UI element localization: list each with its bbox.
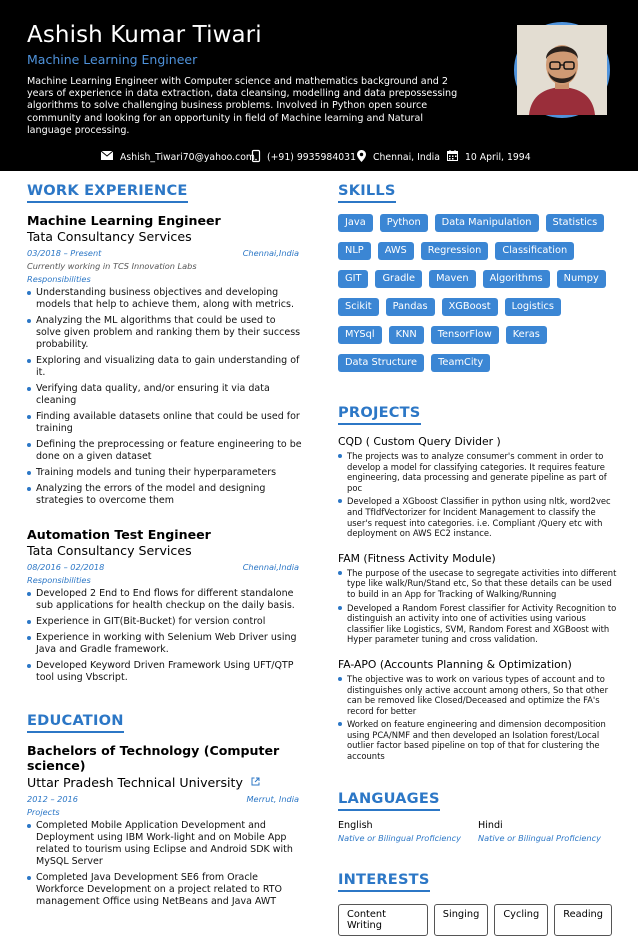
language-level: Native or Bilingual Proficiency — [338, 832, 461, 843]
job-location: Chennai,India — [242, 562, 299, 572]
interest-tag: Reading — [554, 904, 612, 936]
list-item: Training models and tuning their hyperparameters — [27, 467, 302, 479]
contact-location — [357, 150, 440, 164]
projects-label: Projects — [27, 807, 60, 817]
responsibilities-list — [27, 287, 302, 507]
skill-tag: KNN — [389, 326, 424, 344]
languages-title: LANGUAGES — [338, 790, 440, 811]
skill-tag: Logistics — [505, 298, 561, 316]
project-title: FA-APO (Accounts Planning & Optimization) — [338, 657, 572, 671]
location-pin-icon — [357, 150, 366, 165]
skill-tag: Numpy — [557, 270, 606, 288]
skill-tag: Algorithms — [483, 270, 550, 288]
languages-list — [338, 820, 618, 843]
skill-tag: Classification — [495, 242, 574, 260]
profile-summary: Machine Learning Engineer with Computer science and mathematics background and 2 years of experience in data extraction, data cleansing, modelling and data prepossessing algorithms to solve challenging business problems. Involved in Python open source community and looking for an opportunity in field of Machine learning and Natural language processing. — [27, 76, 458, 136]
phone-icon — [252, 150, 260, 165]
project-title: FAM (Fitness Activity Module) — [338, 551, 496, 565]
external-link-icon[interactable] — [251, 774, 260, 789]
dob-text: 10 April, 1994 — [465, 151, 531, 163]
skill-tag: Data Structure — [338, 354, 424, 372]
work-experience-title: WORK EXPERIENCE — [27, 182, 188, 203]
skill-tag: Scikit — [338, 298, 379, 316]
job-entry — [27, 527, 302, 684]
responsibilities-label: Responsibilities — [27, 575, 91, 585]
job-title: Automation Test Engineer — [27, 527, 211, 542]
location-text: Chennai, India — [373, 151, 440, 163]
interests-section — [338, 869, 618, 936]
education-title: EDUCATION — [27, 712, 124, 733]
interest-tag: Singing — [434, 904, 489, 936]
education-projects-list — [27, 820, 302, 908]
skills-title: SKILLS — [338, 182, 396, 203]
skill-tag: TensorFlow — [431, 326, 499, 344]
list-item: Defining the preprocessing or feature engineering to be done on a given dataset — [27, 439, 302, 463]
skill-tag: Java — [338, 214, 373, 232]
project-title: CQD ( Custom Query Divider ) — [338, 435, 501, 448]
skill-tag: Statistics — [546, 214, 605, 232]
project-points — [338, 451, 618, 539]
list-item: Experience in working with Selenium Web Driver using Java and Gradle framework. — [27, 632, 302, 656]
contact-dob — [447, 150, 531, 164]
person-role: Machine Learning Engineer — [27, 52, 198, 67]
person-name: Ashish Kumar Tiwari — [27, 22, 262, 48]
skill-tag: Gradle — [375, 270, 422, 288]
resume-header — [0, 0, 638, 171]
contact-phone[interactable] — [252, 150, 356, 164]
skill-tag: AWS — [378, 242, 414, 260]
list-item: Analyzing the ML algorithms that could be used to solve given problem and ranking them by their success probability. — [27, 315, 302, 351]
responsibilities-label: Responsibilities — [27, 274, 91, 284]
list-item: The purpose of the usecase to segregate activities into different type like walk/Run/Stand etc, So that these details can be used to build in an App for Tracking of Walking/Running — [338, 568, 618, 600]
calendar-icon — [447, 150, 458, 164]
interest-tag: Cycling — [494, 904, 548, 936]
list-item: Developed Keyword Driven Framework Using UFT/QTP tool using Vbscript. — [27, 660, 302, 684]
language-name: Hindi — [478, 819, 503, 831]
company-name: Tata Consultancy Services — [27, 229, 192, 244]
language-name: English — [338, 819, 373, 831]
skill-tag: TeamCity — [431, 354, 490, 372]
right-column — [338, 180, 618, 936]
job-title: Machine Learning Engineer — [27, 213, 221, 228]
left-column — [27, 180, 302, 912]
skill-tag: XGBoost — [442, 298, 498, 316]
skill-tag: Maven — [429, 270, 476, 288]
email-text: Ashish_Tiwari70@yahoo.com — [120, 151, 255, 163]
project-points — [338, 568, 618, 645]
job-meta — [27, 562, 302, 572]
responsibilities-list — [27, 588, 302, 684]
list-item: Finding available datasets online that could be used for training — [27, 411, 302, 435]
project-points — [338, 674, 618, 762]
list-item: The objective was to work on various types of account and to distinguishes only active account among others, So that other can be removed like Closed/Deceased and optimize the FA's record for better — [338, 674, 618, 716]
job-dates: 08/2016 – 02/2018 — [27, 562, 105, 572]
education-location: Merrut, India — [246, 794, 299, 804]
job-meta — [27, 248, 302, 258]
interests-title: INTERESTS — [338, 871, 430, 892]
list-item: Completed Java Development SE6 from Oracle Workforce Development on a project related to RTO management Office using NetBeans and Java AWT — [27, 872, 302, 908]
envelope-icon — [101, 151, 113, 163]
list-item: Worked on feature engineering and dimension decomposition using PCA/NMF and then developed an Isolation forest/Local outlier factor based pipeline on top of that for clustering the accounts — [338, 719, 618, 761]
education-dates: 2012 – 2016 — [27, 794, 78, 804]
language-item — [338, 820, 478, 843]
languages-section — [338, 788, 618, 843]
skill-tag: GIT — [338, 270, 368, 288]
phone-text: (+91) 9935984031 — [267, 151, 356, 163]
contact-email[interactable] — [101, 150, 255, 164]
skills-list — [338, 214, 618, 382]
list-item: Completed Mobile Application Development and Deployment using IBM Work-light and on Mobile App related to tourism using Eclipse and Android SDK with MySQL Server — [27, 820, 302, 868]
skill-tag: Regression — [421, 242, 489, 260]
list-item: Developed a XGboost Classifier in python using nltk, word2vec and TfIdfVectorizer for Incident Management to classify the user's request into categories. i.e. Compliant /Query etc with deployment on AWS EC2 instance. — [338, 496, 618, 538]
interests-list — [338, 904, 618, 936]
degree-title: Bachelors of Technology (Computer science) — [27, 743, 280, 773]
language-item — [478, 820, 618, 843]
education-section — [27, 710, 302, 908]
skill-tag: NLP — [338, 242, 371, 260]
job-note: Currently working in TCS Innovation Labs — [27, 261, 197, 271]
skill-tag: MYSql — [338, 326, 382, 344]
projects-title: PROJECTS — [338, 404, 421, 425]
profile-photo — [514, 22, 610, 118]
list-item: Analyzing the errors of the model and designing strategies to overcome them — [27, 483, 302, 507]
list-item: Understanding business objectives and developing models that help to achieve them, along with metrics. — [27, 287, 302, 311]
school-row — [27, 774, 302, 790]
skill-tag: Keras — [506, 326, 547, 344]
list-item: Experience in GIT(Bit-Bucket) for version control — [27, 616, 302, 628]
skill-tag: Pandas — [386, 298, 435, 316]
interest-tag: Content Writing — [338, 904, 428, 936]
list-item: Verifying data quality, and/or ensuring it via data cleaning — [27, 383, 302, 407]
education-meta — [27, 794, 302, 804]
job-dates: 03/2018 – Present — [27, 248, 102, 258]
job-entry — [27, 213, 302, 507]
list-item: The projects was to analyze consumer's comment in order to develop a model for classifying categories. It requires feature engineering, data processing and generate pipeline as part of poc — [338, 451, 618, 493]
job-location: Chennai,India — [242, 248, 299, 258]
list-item: Developed 2 End to End flows for different standalone sub applications for health checkup on the daily basis. — [27, 588, 302, 612]
company-name: Tata Consultancy Services — [27, 543, 192, 558]
language-level: Native or Bilingual Proficiency — [478, 832, 601, 843]
list-item: Developed a Random Forest classifier for Activity Recognition to distinguish an activity into one of activities using various classifier like Logistics, SVM, Random Forest and XGBoost with Hyper parameter tuning and cross validation. — [338, 603, 618, 645]
skill-tag: Data Manipulation — [435, 214, 539, 232]
skill-tag: Python — [380, 214, 428, 232]
list-item: Exploring and visualizing data to gain understanding of it. — [27, 355, 302, 379]
school-name: Uttar Pradesh Technical University — [27, 775, 243, 790]
projects-section — [338, 402, 618, 762]
